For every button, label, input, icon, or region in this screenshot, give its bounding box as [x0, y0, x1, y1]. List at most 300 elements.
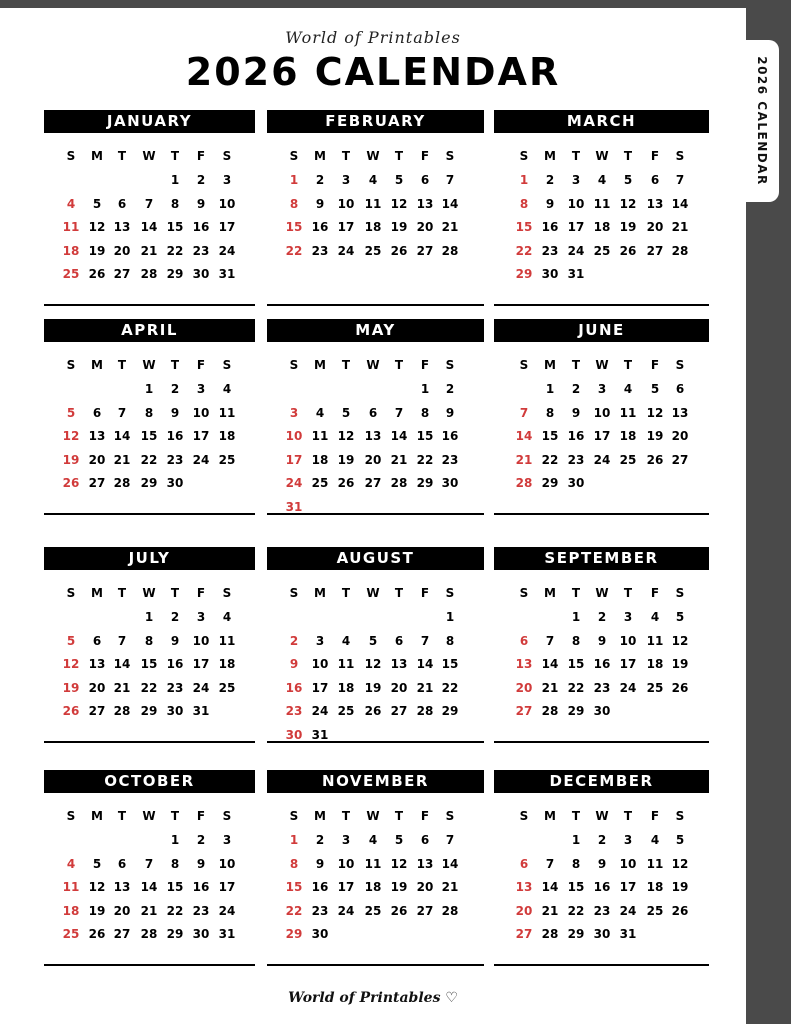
day-cell[interactable]: 2 — [315, 833, 325, 847]
day-cell[interactable]: 29 — [285, 927, 303, 941]
day-cell[interactable]: 22 — [416, 452, 434, 467]
day-cell[interactable]: 14 — [515, 429, 533, 443]
day-cell[interactable]: 27 — [416, 903, 434, 918]
day-cell[interactable]: 4 — [368, 833, 378, 847]
day-cell[interactable]: 1 — [571, 610, 581, 624]
day-cell[interactable]: 14 — [541, 657, 559, 671]
day-cell[interactable]: 18 — [337, 680, 355, 695]
day-cell[interactable]: 19 — [619, 220, 637, 234]
day-cell[interactable]: 1 — [519, 173, 529, 187]
day-cell[interactable]: 22 — [567, 903, 585, 918]
day-cell[interactable]: 2 — [597, 833, 607, 847]
day-cell[interactable]: 17 — [192, 429, 210, 443]
day-cell[interactable]: 26 — [62, 476, 80, 490]
day-cell[interactable]: 3 — [196, 382, 206, 396]
day-cell[interactable]: 6 — [368, 405, 378, 420]
day-cell[interactable]: 24 — [619, 680, 637, 695]
day-cell[interactable]: 14 — [113, 429, 131, 443]
day-cell[interactable]: 21 — [671, 220, 689, 234]
day-cell[interactable]: 8 — [144, 405, 154, 420]
day-cell[interactable]: 7 — [545, 856, 555, 871]
day-cell[interactable]: 16 — [593, 880, 611, 894]
day-cell[interactable]: 15 — [285, 880, 303, 894]
day-cell[interactable]: 13 — [113, 880, 131, 894]
day-cell[interactable]: 12 — [337, 429, 355, 443]
day-cell[interactable]: 6 — [92, 405, 102, 420]
day-cell[interactable]: 4 — [341, 633, 351, 648]
day-cell[interactable]: 5 — [92, 196, 102, 211]
day-cell[interactable]: 26 — [390, 903, 408, 918]
day-cell[interactable]: 23 — [567, 452, 585, 467]
day-cell[interactable]: 28 — [416, 704, 434, 718]
day-cell[interactable]: 13 — [364, 429, 382, 443]
day-cell[interactable]: 7 — [144, 856, 154, 871]
day-cell[interactable]: 16 — [166, 657, 184, 671]
day-cell[interactable]: 12 — [646, 405, 664, 420]
day-cell[interactable]: 1 — [170, 833, 180, 847]
day-cell[interactable]: 6 — [394, 633, 404, 648]
day-cell[interactable]: 24 — [619, 903, 637, 918]
day-cell[interactable]: 1 — [170, 173, 180, 187]
day-cell[interactable]: 2 — [597, 610, 607, 624]
day-cell[interactable]: 28 — [113, 704, 131, 718]
day-cell[interactable]: 31 — [192, 704, 210, 718]
day-cell[interactable]: 4 — [650, 833, 660, 847]
day-cell[interactable]: 18 — [62, 243, 80, 258]
day-cell[interactable]: 15 — [285, 220, 303, 234]
day-cell[interactable]: 1 — [144, 610, 154, 624]
day-cell[interactable]: 20 — [416, 880, 434, 894]
day-cell[interactable]: 23 — [311, 903, 329, 918]
day-cell[interactable]: 10 — [337, 196, 355, 211]
day-cell[interactable]: 16 — [541, 220, 559, 234]
day-cell[interactable]: 9 — [289, 657, 299, 671]
day-cell[interactable]: 20 — [416, 220, 434, 234]
day-cell[interactable]: 11 — [62, 880, 80, 894]
day-cell[interactable]: 21 — [441, 880, 459, 894]
day-cell[interactable]: 25 — [646, 903, 664, 918]
day-cell[interactable]: 16 — [567, 429, 585, 443]
day-cell[interactable]: 11 — [646, 856, 664, 871]
day-cell[interactable]: 25 — [364, 243, 382, 258]
day-cell[interactable]: 7 — [117, 405, 127, 420]
day-cell[interactable]: 21 — [390, 452, 408, 467]
day-cell[interactable]: 14 — [441, 856, 459, 871]
day-cell[interactable]: 27 — [416, 243, 434, 258]
day-cell[interactable]: 26 — [671, 903, 689, 918]
day-cell[interactable]: 14 — [390, 429, 408, 443]
day-cell[interactable]: 29 — [166, 267, 184, 281]
day-cell[interactable]: 29 — [416, 476, 434, 490]
day-cell[interactable]: 19 — [88, 903, 106, 918]
day-cell[interactable]: 28 — [140, 927, 158, 941]
day-cell[interactable]: 29 — [166, 927, 184, 941]
day-cell[interactable]: 22 — [166, 903, 184, 918]
day-cell[interactable]: 16 — [166, 429, 184, 443]
day-cell[interactable]: 12 — [390, 196, 408, 211]
day-cell[interactable]: 23 — [166, 452, 184, 467]
day-cell[interactable]: 10 — [593, 405, 611, 420]
day-cell[interactable]: 2 — [545, 173, 555, 187]
day-cell[interactable]: 17 — [619, 657, 637, 671]
day-cell[interactable]: 6 — [675, 382, 685, 396]
day-cell[interactable]: 9 — [315, 856, 325, 871]
day-cell[interactable]: 30 — [567, 476, 585, 490]
day-cell[interactable]: 22 — [515, 243, 533, 258]
day-cell[interactable]: 3 — [289, 405, 299, 420]
day-cell[interactable]: 29 — [541, 476, 559, 490]
day-cell[interactable]: 6 — [92, 633, 102, 648]
day-cell[interactable]: 19 — [390, 880, 408, 894]
day-cell[interactable]: 3 — [341, 173, 351, 187]
day-cell[interactable]: 26 — [364, 704, 382, 718]
day-cell[interactable]: 28 — [140, 267, 158, 281]
day-cell[interactable]: 25 — [311, 476, 329, 490]
day-cell[interactable]: 29 — [567, 927, 585, 941]
day-cell[interactable]: 30 — [166, 704, 184, 718]
day-cell[interactable]: 18 — [593, 220, 611, 234]
day-cell[interactable]: 21 — [515, 452, 533, 467]
day-cell[interactable]: 20 — [646, 220, 664, 234]
day-cell[interactable]: 14 — [140, 880, 158, 894]
day-cell[interactable]: 8 — [170, 856, 180, 871]
day-cell[interactable]: 7 — [519, 405, 529, 420]
day-cell[interactable]: 15 — [140, 429, 158, 443]
day-cell[interactable]: 12 — [62, 429, 80, 443]
day-cell[interactable]: 25 — [364, 903, 382, 918]
day-cell[interactable]: 12 — [88, 220, 106, 234]
day-cell[interactable]: 25 — [218, 680, 236, 695]
day-cell[interactable]: 17 — [218, 880, 236, 894]
day-cell[interactable]: 12 — [671, 856, 689, 871]
day-cell[interactable]: 18 — [364, 220, 382, 234]
day-cell[interactable]: 19 — [88, 243, 106, 258]
day-cell[interactable]: 29 — [515, 267, 533, 281]
day-cell[interactable]: 27 — [88, 704, 106, 718]
day-cell[interactable]: 3 — [222, 173, 232, 187]
day-cell[interactable]: 26 — [671, 680, 689, 695]
day-cell[interactable]: 5 — [92, 856, 102, 871]
day-cell[interactable]: 7 — [545, 633, 555, 648]
day-cell[interactable]: 27 — [515, 704, 533, 718]
day-cell[interactable]: 22 — [567, 680, 585, 695]
day-cell[interactable]: 9 — [445, 405, 455, 420]
day-cell[interactable]: 3 — [597, 382, 607, 396]
day-cell[interactable]: 31 — [311, 727, 329, 742]
day-cell[interactable]: 30 — [311, 927, 329, 941]
day-cell[interactable]: 3 — [222, 833, 232, 847]
day-cell[interactable]: 3 — [315, 633, 325, 648]
day-cell[interactable]: 4 — [66, 856, 76, 871]
day-cell[interactable]: 6 — [650, 173, 660, 187]
day-cell[interactable]: 23 — [541, 243, 559, 258]
day-cell[interactable]: 22 — [140, 452, 158, 467]
day-cell[interactable]: 22 — [140, 680, 158, 695]
day-cell[interactable]: 16 — [192, 220, 210, 234]
day-cell[interactable]: 30 — [166, 476, 184, 490]
day-cell[interactable]: 13 — [416, 196, 434, 211]
day-cell[interactable]: 30 — [441, 476, 459, 490]
day-cell[interactable]: 7 — [445, 173, 455, 187]
day-cell[interactable]: 4 — [650, 610, 660, 624]
day-cell[interactable]: 15 — [541, 429, 559, 443]
day-cell[interactable]: 4 — [222, 382, 232, 396]
day-cell[interactable]: 29 — [441, 704, 459, 718]
day-cell[interactable]: 2 — [571, 382, 581, 396]
day-cell[interactable]: 27 — [390, 704, 408, 718]
day-cell[interactable]: 5 — [394, 173, 404, 187]
day-cell[interactable]: 18 — [218, 657, 236, 671]
day-cell[interactable]: 6 — [117, 856, 127, 871]
day-cell[interactable]: 28 — [541, 927, 559, 941]
day-cell[interactable]: 13 — [671, 405, 689, 420]
day-cell[interactable]: 20 — [390, 680, 408, 695]
day-cell[interactable]: 13 — [390, 657, 408, 671]
day-cell[interactable]: 9 — [597, 856, 607, 871]
day-cell[interactable]: 4 — [597, 173, 607, 187]
day-cell[interactable]: 10 — [192, 633, 210, 648]
day-cell[interactable]: 19 — [646, 429, 664, 443]
day-cell[interactable]: 21 — [140, 243, 158, 258]
day-cell[interactable]: 6 — [420, 173, 430, 187]
day-cell[interactable]: 26 — [62, 704, 80, 718]
day-cell[interactable]: 21 — [541, 680, 559, 695]
day-cell[interactable]: 23 — [166, 680, 184, 695]
day-cell[interactable]: 15 — [166, 880, 184, 894]
day-cell[interactable]: 14 — [441, 196, 459, 211]
day-cell[interactable]: 16 — [311, 220, 329, 234]
day-cell[interactable]: 5 — [675, 833, 685, 847]
day-cell[interactable]: 20 — [88, 680, 106, 695]
day-cell[interactable]: 25 — [62, 927, 80, 941]
day-cell[interactable]: 25 — [593, 243, 611, 258]
day-cell[interactable]: 9 — [170, 633, 180, 648]
day-cell[interactable]: 15 — [166, 220, 184, 234]
day-cell[interactable]: 21 — [541, 903, 559, 918]
day-cell[interactable]: 22 — [166, 243, 184, 258]
day-cell[interactable]: 28 — [113, 476, 131, 490]
day-cell[interactable]: 21 — [113, 680, 131, 695]
day-cell[interactable]: 31 — [218, 267, 236, 281]
day-cell[interactable]: 28 — [515, 476, 533, 490]
day-cell[interactable]: 24 — [593, 452, 611, 467]
day-cell[interactable]: 8 — [144, 633, 154, 648]
day-cell[interactable]: 10 — [619, 856, 637, 871]
day-cell[interactable]: 12 — [364, 657, 382, 671]
day-cell[interactable]: 5 — [650, 382, 660, 396]
day-cell[interactable]: 13 — [515, 657, 533, 671]
day-cell[interactable]: 11 — [311, 429, 329, 443]
day-cell[interactable]: 8 — [445, 633, 455, 648]
day-cell[interactable]: 28 — [671, 243, 689, 258]
day-cell[interactable]: 19 — [62, 452, 80, 467]
day-cell[interactable]: 24 — [337, 903, 355, 918]
day-cell[interactable]: 24 — [192, 452, 210, 467]
day-cell[interactable]: 13 — [88, 657, 106, 671]
day-cell[interactable]: 23 — [311, 243, 329, 258]
day-cell[interactable]: 1 — [289, 833, 299, 847]
day-cell[interactable]: 25 — [619, 452, 637, 467]
day-cell[interactable]: 1 — [445, 610, 455, 624]
day-cell[interactable]: 23 — [593, 903, 611, 918]
day-cell[interactable]: 18 — [646, 657, 664, 671]
day-cell[interactable]: 5 — [675, 610, 685, 624]
day-cell[interactable]: 23 — [192, 243, 210, 258]
day-cell[interactable]: 3 — [623, 610, 633, 624]
day-cell[interactable]: 11 — [593, 196, 611, 211]
day-cell[interactable]: 12 — [390, 856, 408, 871]
day-cell[interactable]: 8 — [170, 196, 180, 211]
day-cell[interactable]: 10 — [619, 633, 637, 648]
day-cell[interactable]: 24 — [337, 243, 355, 258]
day-cell[interactable]: 30 — [192, 267, 210, 281]
day-cell[interactable]: 2 — [170, 610, 180, 624]
day-cell[interactable]: 30 — [192, 927, 210, 941]
day-cell[interactable]: 18 — [646, 880, 664, 894]
day-cell[interactable]: 27 — [515, 927, 533, 941]
day-cell[interactable]: 8 — [420, 405, 430, 420]
day-cell[interactable]: 23 — [192, 903, 210, 918]
day-cell[interactable]: 10 — [218, 856, 236, 871]
day-cell[interactable]: 18 — [62, 903, 80, 918]
day-cell[interactable]: 27 — [671, 452, 689, 467]
day-cell[interactable]: 26 — [646, 452, 664, 467]
day-cell[interactable]: 15 — [567, 657, 585, 671]
day-cell[interactable]: 5 — [341, 405, 351, 420]
day-cell[interactable]: 19 — [671, 657, 689, 671]
day-cell[interactable]: 12 — [619, 196, 637, 211]
day-cell[interactable]: 16 — [441, 429, 459, 443]
day-cell[interactable]: 19 — [671, 880, 689, 894]
day-cell[interactable]: 16 — [285, 680, 303, 695]
day-cell[interactable]: 18 — [311, 452, 329, 467]
day-cell[interactable]: 31 — [285, 499, 303, 514]
day-cell[interactable]: 13 — [515, 880, 533, 894]
day-cell[interactable]: 20 — [113, 903, 131, 918]
day-cell[interactable]: 1 — [420, 382, 430, 396]
day-cell[interactable]: 15 — [515, 220, 533, 234]
day-cell[interactable]: 19 — [62, 680, 80, 695]
day-cell[interactable]: 17 — [337, 880, 355, 894]
day-cell[interactable]: 11 — [646, 633, 664, 648]
day-cell[interactable]: 4 — [315, 405, 325, 420]
day-cell[interactable]: 18 — [619, 429, 637, 443]
day-cell[interactable]: 14 — [416, 657, 434, 671]
day-cell[interactable]: 6 — [519, 856, 529, 871]
day-cell[interactable]: 14 — [671, 196, 689, 211]
day-cell[interactable]: 1 — [545, 382, 555, 396]
day-cell[interactable]: 28 — [541, 704, 559, 718]
day-cell[interactable]: 10 — [285, 429, 303, 443]
day-cell[interactable]: 11 — [62, 220, 80, 234]
day-cell[interactable]: 4 — [222, 610, 232, 624]
day-cell[interactable]: 30 — [541, 267, 559, 281]
day-cell[interactable]: 5 — [66, 405, 76, 420]
day-cell[interactable]: 15 — [140, 657, 158, 671]
day-cell[interactable]: 17 — [337, 220, 355, 234]
day-cell[interactable]: 3 — [196, 610, 206, 624]
day-cell[interactable]: 17 — [567, 220, 585, 234]
day-cell[interactable]: 31 — [567, 267, 585, 281]
day-cell[interactable]: 5 — [368, 633, 378, 648]
day-cell[interactable]: 9 — [196, 196, 206, 211]
day-cell[interactable]: 11 — [218, 633, 236, 648]
day-cell[interactable]: 1 — [289, 173, 299, 187]
day-cell[interactable]: 29 — [140, 476, 158, 490]
day-cell[interactable]: 22 — [541, 452, 559, 467]
day-cell[interactable]: 31 — [218, 927, 236, 941]
day-cell[interactable]: 19 — [390, 220, 408, 234]
day-cell[interactable]: 14 — [113, 657, 131, 671]
day-cell[interactable]: 27 — [646, 243, 664, 258]
day-cell[interactable]: 23 — [441, 452, 459, 467]
day-cell[interactable]: 21 — [441, 220, 459, 234]
day-cell[interactable]: 30 — [593, 704, 611, 718]
day-cell[interactable]: 12 — [62, 657, 80, 671]
day-cell[interactable]: 12 — [88, 880, 106, 894]
day-cell[interactable]: 15 — [416, 429, 434, 443]
day-cell[interactable]: 8 — [519, 196, 529, 211]
day-cell[interactable]: 25 — [646, 680, 664, 695]
day-cell[interactable]: 2 — [445, 382, 455, 396]
day-cell[interactable]: 10 — [311, 657, 329, 671]
day-cell[interactable]: 2 — [289, 633, 299, 648]
day-cell[interactable]: 29 — [567, 704, 585, 718]
day-cell[interactable]: 15 — [441, 657, 459, 671]
day-cell[interactable]: 8 — [289, 196, 299, 211]
day-cell[interactable]: 26 — [619, 243, 637, 258]
day-cell[interactable]: 8 — [545, 405, 555, 420]
day-cell[interactable]: 17 — [218, 220, 236, 234]
day-cell[interactable]: 12 — [671, 633, 689, 648]
day-cell[interactable]: 22 — [441, 680, 459, 695]
day-cell[interactable]: 30 — [285, 727, 303, 742]
day-cell[interactable]: 9 — [571, 405, 581, 420]
day-cell[interactable]: 8 — [289, 856, 299, 871]
day-cell[interactable]: 3 — [623, 833, 633, 847]
day-cell[interactable]: 24 — [285, 476, 303, 490]
day-cell[interactable]: 21 — [416, 680, 434, 695]
day-cell[interactable]: 28 — [441, 243, 459, 258]
day-cell[interactable]: 17 — [311, 680, 329, 695]
day-cell[interactable]: 2 — [170, 382, 180, 396]
day-cell[interactable]: 7 — [117, 633, 127, 648]
day-cell[interactable]: 7 — [420, 633, 430, 648]
day-cell[interactable]: 10 — [218, 196, 236, 211]
day-cell[interactable]: 23 — [285, 704, 303, 718]
day-cell[interactable]: 9 — [170, 405, 180, 420]
day-cell[interactable]: 6 — [117, 196, 127, 211]
day-cell[interactable]: 6 — [519, 633, 529, 648]
day-cell[interactable]: 9 — [315, 196, 325, 211]
day-cell[interactable]: 13 — [88, 429, 106, 443]
day-cell[interactable]: 17 — [285, 452, 303, 467]
day-cell[interactable]: 11 — [218, 405, 236, 420]
day-cell[interactable]: 13 — [113, 220, 131, 234]
day-cell[interactable]: 24 — [218, 903, 236, 918]
day-cell[interactable]: 3 — [341, 833, 351, 847]
day-cell[interactable]: 24 — [311, 704, 329, 718]
day-cell[interactable]: 4 — [66, 196, 76, 211]
day-cell[interactable]: 8 — [571, 633, 581, 648]
day-cell[interactable]: 17 — [593, 429, 611, 443]
day-cell[interactable]: 31 — [619, 927, 637, 941]
day-cell[interactable]: 11 — [364, 856, 382, 871]
day-cell[interactable]: 20 — [113, 243, 131, 258]
day-cell[interactable]: 24 — [192, 680, 210, 695]
day-cell[interactable]: 19 — [364, 680, 382, 695]
day-cell[interactable]: 5 — [394, 833, 404, 847]
